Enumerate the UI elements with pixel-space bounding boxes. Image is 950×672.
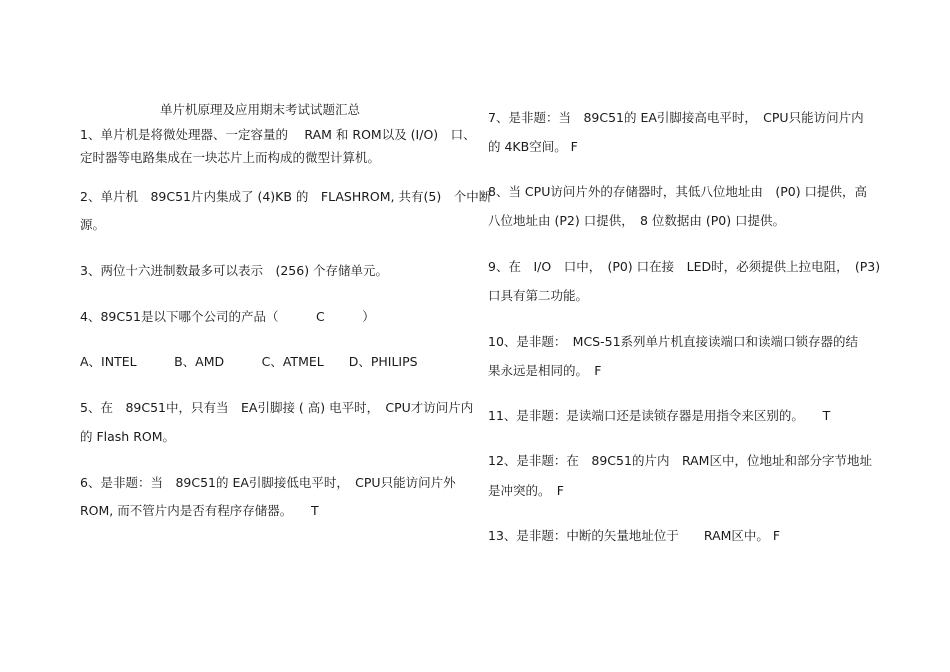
document-title: 单片机原理及应用期末考试试题汇总 [160,102,361,117]
q13-line: 13、是非题：中断的矢量地址位于 RAM区中。 F [488,528,781,543]
q11-line: 11、是非题：是读端口还是读锁存器是用指令来区别的。 T [488,408,831,423]
q12-line-1: 12、是非题：在 89C51的片内 RAM区中，位地址和部分字节地址 [488,453,872,468]
q10-line-2: 果永远是相同的。 F [488,363,602,378]
q5-line-1: 5、在 89C51中，只有当 EA引脚接 ( 高) 电平时， CPU才访问片内 [80,400,474,415]
q6-line-2: ROM, 而不管片内是否有程序存储器。 T [80,503,319,518]
q4-line: 4、89C51是以下哪个公司的产品（ C ） [80,309,375,324]
q9-line-1: 9、在 I/O 口中， (P0) 口在接 LED时，必须提供上拉电阻， (P3) [488,259,881,274]
q7-line-2: 的 4KB空间。 F [488,139,578,154]
q8-line-1: 8、当 CPU访问片外的存储器时，其低八位地址由 (P0) 口提供，高 [488,184,868,199]
q5-line-2: 的 Flash ROM。 [80,429,176,444]
q2-line-1: 2、单片机 89C51片内集成了 (4)KB 的 FLASHROM, 共有(5) 个中断 [80,189,492,204]
q10-line-1: 10、是非题： MCS-51系列单片机直接读端口和读端口锁存器的结 [488,334,859,349]
q12-line-2: 是冲突的。 F [488,483,564,498]
q6-line-1: 6、是非题：当 89C51的 EA引脚接低电平时， CPU只能访问片外 [80,475,456,490]
q1-line-2: 定时器等电路集成在一块芯片上而构成的微型计算机。 [80,150,381,165]
q1-line-1: 1、单片机是将微处理器、一定容量的 RAM 和 ROM以及 (I/O) 口、 [80,127,476,142]
q3-line: 3、两位十六进制数最多可以表示 (256) 个存储单元。 [80,263,389,278]
q2-line-2: 源。 [80,217,106,232]
q7-line-1: 7、是非题：当 89C51的 EA引脚接高电平时， CPU只能访问片内 [488,110,864,125]
q4-options: A、INTEL B、AMD C、ATMEL D、PHILIPS [80,354,418,369]
q8-line-2: 八位地址由 (P2) 口提供， 8 位数据由 (P0) 口提供。 [488,213,786,228]
q9-line-2: 口具有第二功能。 [488,288,589,303]
